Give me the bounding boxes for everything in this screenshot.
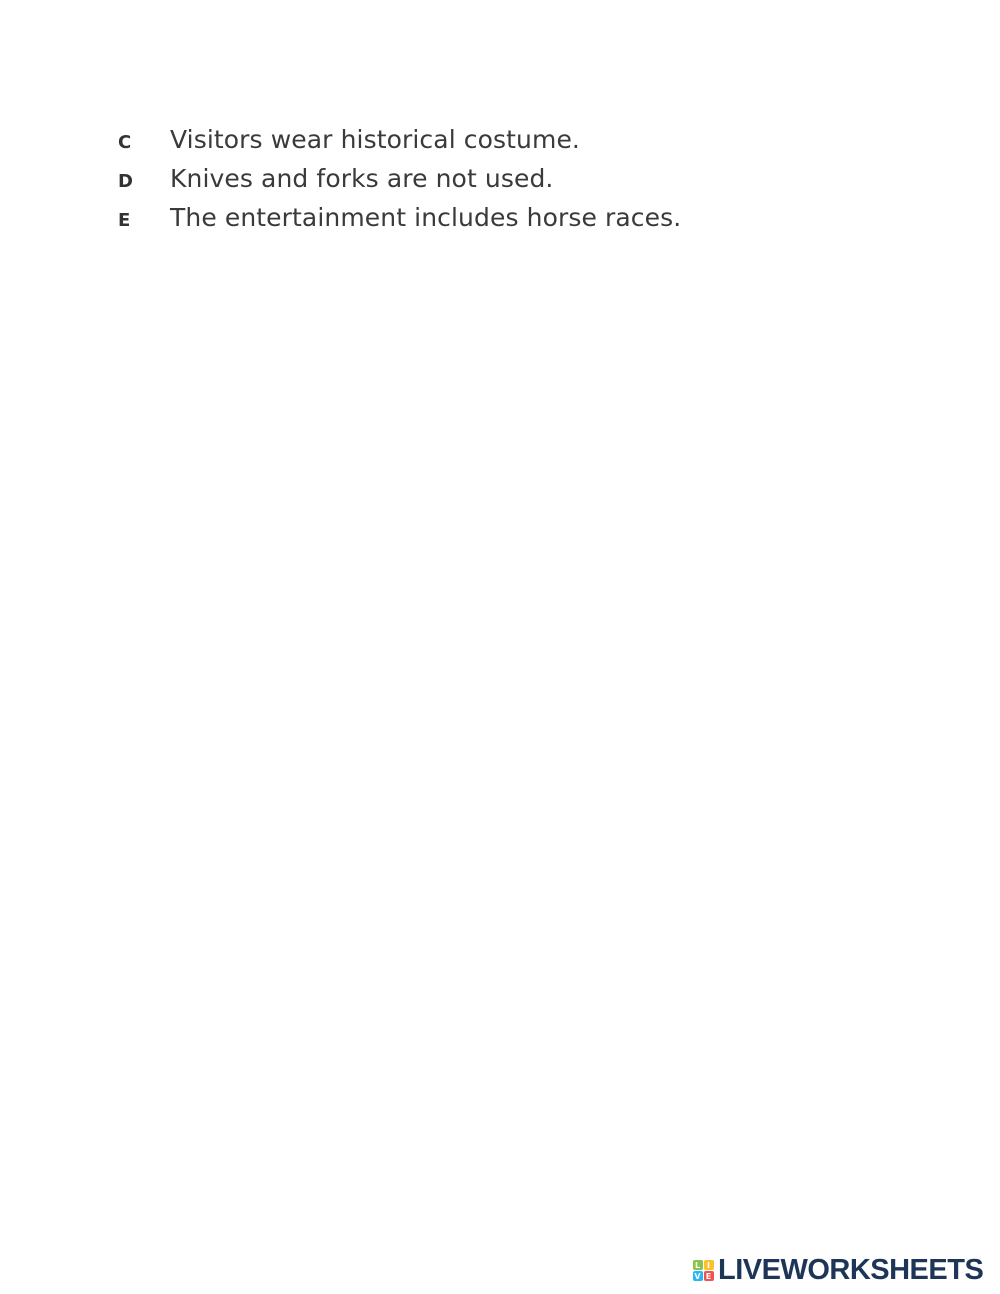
option-c	[118, 120, 681, 159]
logo-mark-icon	[692, 1259, 714, 1281]
option-text: Knives and forks are not used.	[170, 164, 554, 193]
answer-options-list	[118, 120, 681, 237]
option-letter: D	[118, 171, 133, 192]
logo-mark-cell: E	[704, 1271, 714, 1281]
logo-mark-cell: I	[704, 1260, 714, 1270]
logo-text: LIVEWORKSHEETS	[718, 1254, 984, 1286]
option-letter: E	[118, 210, 131, 231]
logo-mark-cell: L	[693, 1260, 703, 1270]
option-text: Visitors wear historical costume.	[170, 125, 580, 154]
liveworksheets-logo	[692, 1256, 983, 1284]
option-text: The entertainment includes horse races.	[170, 203, 682, 232]
option-e	[118, 198, 681, 237]
option-d	[118, 159, 681, 198]
logo-mark-cell: V	[694, 1271, 701, 1281]
option-letter: C	[118, 132, 132, 153]
